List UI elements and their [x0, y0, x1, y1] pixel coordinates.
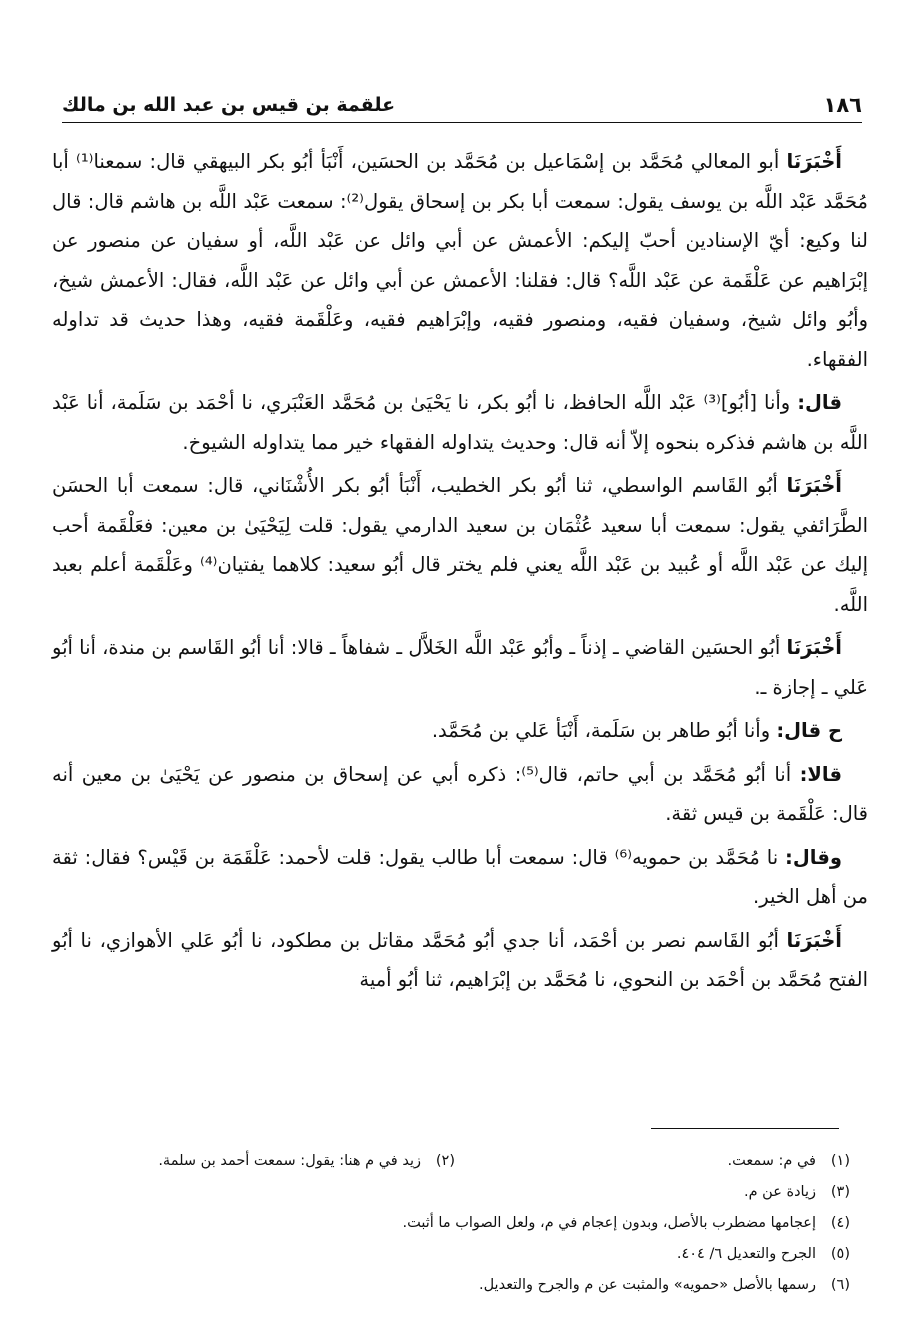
- footnote: [60, 1146, 455, 1177]
- paragraph-lead: أَخْبَرَنَا: [786, 150, 842, 173]
- paragraph: [52, 755, 868, 834]
- footnote: [60, 1208, 850, 1239]
- footnotes: [60, 1146, 850, 1301]
- footnote-text: في م: سمعت.: [727, 1153, 816, 1169]
- footnote-number: (٢): [435, 1153, 455, 1169]
- paragraph-text: وأنا أبُو طاهر بن سَلَمة، أَنْبَأ عَلي بن مُحَمَّد.: [431, 719, 777, 742]
- footnote-number: (٣): [830, 1184, 850, 1200]
- paragraph-text: أبو المعالي مُحَمَّد بن إسْمَاعيل بن مُحَمَّد بن الحسَين، أَنْبَأ أبُو بكر البيهقي قال: سمعنا⁽¹⁾ أبا مُحَمَّد عَبْد اللَّه بن يوسف يقول: سمعت أبا بكر بن إسحاق يقول⁽²⁾: سمعت عَبْد اللَّه بن هاشم قال: قال لنا وكيع: أيّ الإسنادين أحبّ إليكم: الأعمش عن أبي وائل عن عَبْد اللَّه، أو سفيان عن منصور عن إبْرَاهيم عن عَلْقَمة عن عَبْد اللَّه؟ قال: فقلنا: الأعمش عن أبي وائل عن عَبْد اللَّه، فقال: الأعمش شيخ، وأبُو وائل شيخ، وسفيان فقيه، ومنصور فقيه، وإبْرَاهيم فقيه، وعَلْقَمة فقيه، وهذا حديث قد تداوله الفقهاء.: [52, 150, 868, 371]
- paragraph-lead: أَخْبَرَنَا: [786, 928, 842, 952]
- footnote-text: زيد في م هنا: يقول: سمعت أحمد بن سلمة.: [158, 1153, 421, 1169]
- paragraph-lead: قالا:: [799, 762, 843, 786]
- paragraph: [52, 466, 868, 624]
- paragraph-lead: وقال:: [785, 845, 842, 869]
- footnote: [455, 1146, 850, 1177]
- paragraph: [52, 921, 868, 1000]
- page-header: [62, 88, 862, 123]
- footnote-text: رسمها بالأصل «حمويه» والمثبت عن م والجرح والتعديل.: [478, 1277, 816, 1293]
- paragraph: [52, 628, 868, 707]
- main-text: [52, 142, 868, 1004]
- paragraph: [52, 711, 868, 751]
- paragraph: [52, 838, 868, 917]
- footnote-number: (٥): [830, 1246, 850, 1262]
- paragraph: [52, 383, 868, 462]
- paragraph-text: أبُو القَاسم نصر بن أحْمَد، أنا جدي أبُو مُحَمَّد مقاتل بن مطكود، نا أبُو عَلي الأهوازي، نا أبُو الفتح مُحَمَّد بن أحْمَد بن النحوي، نا مُحَمَّد بن إبْرَاهيم، ثنا أبُو أمية: [52, 928, 868, 991]
- footnote-number: (١): [830, 1153, 850, 1169]
- footnote: [60, 1270, 850, 1301]
- paragraph: [52, 142, 868, 379]
- footnote-row: [60, 1146, 850, 1177]
- paragraph-lead: قال:: [797, 391, 843, 414]
- footnote-separator: [651, 1128, 839, 1129]
- footnote-text: الجرح والتعديل ٦/ ٤٠٤.: [676, 1246, 816, 1262]
- paragraph-text: أبُو الحسَين القاضي ـ إذناً ـ وأبُو عَبْد اللَّه الخَلاَّل ـ شفاهاً ـ قالا: أنا أبُو القَاسم بن مندة، أنا أبُو عَلي ـ إجازة ـ.: [52, 636, 868, 699]
- paragraph-lead: ح قال:: [776, 719, 842, 742]
- page-number: ١٨٦: [823, 93, 862, 117]
- paragraph-text: نا مُحَمَّد بن حمويه⁽⁶⁾ قال: سمعت أبا طالب يقول: قلت لأحمد: عَلْقَمَة بن قَيْس؟ فقال: ثقة من أهل الخير.: [52, 845, 868, 908]
- footnote-number: (٤): [830, 1215, 850, 1231]
- paragraph-text: أنا أبُو مُحَمَّد بن أبي حاتم، قال⁽⁵⁾: ذكره أبي عن إسحاق بن منصور عن يَحْيَىٰ بن معين أنه قال: عَلْقَمة بن قيس ثقة.: [52, 762, 868, 825]
- footnote-text: زيادة عن م.: [743, 1184, 816, 1200]
- paragraph-text: وأنا [أبُو]⁽³⁾ عَبْد اللَّه الحافظ، نا أبُو بكر، نا يَحْيَىٰ بن مُحَمَّد العَنْبَري، نا أحْمَد بن سَلَمة، أنا عَبْد اللَّه بن هاشم فذكره بنحوه إلاّ أنه قال: وحديث يتداوله الفقهاء خير مما يتداوله الشيوخ.: [52, 391, 868, 454]
- footnote-text: إعجامها مضطرب بالأصل، وبدون إعجام في م، ولعل الصواب ما أثبت.: [402, 1215, 816, 1231]
- running-title: علقمة بن قيس بن عبد الله بن مالك: [62, 94, 396, 116]
- paragraph-text: أبُو القَاسم الواسطي، ثنا أبُو بكر الخطيب، أَنْبَأ أبُو بكر الأُشْنَاني، قال: سمعت أبا الحسَن الطَّرَائفي يقول: سمعت أبا سعيد عُثْمَان بن سعيد الدارمي يقول: قلت لِيَحْيَىٰ بن معين: فعَلْقَمة أحب إليك عن عَبْد اللَّه أو عُبيد بن عَبْد اللَّه يعني فلم يختر قال أبُو سعيد: كلاهما يفتيان⁽⁴⁾ وعَلْقَمة أعلم بعبد اللَّه.: [52, 474, 868, 616]
- paragraph-lead: أَخْبَرَنَا: [786, 474, 842, 497]
- footnote: [60, 1239, 850, 1270]
- footnote-number: (٦): [830, 1277, 850, 1293]
- footnote: [60, 1177, 850, 1208]
- paragraph-lead: أَخْبَرَنَا: [786, 636, 842, 659]
